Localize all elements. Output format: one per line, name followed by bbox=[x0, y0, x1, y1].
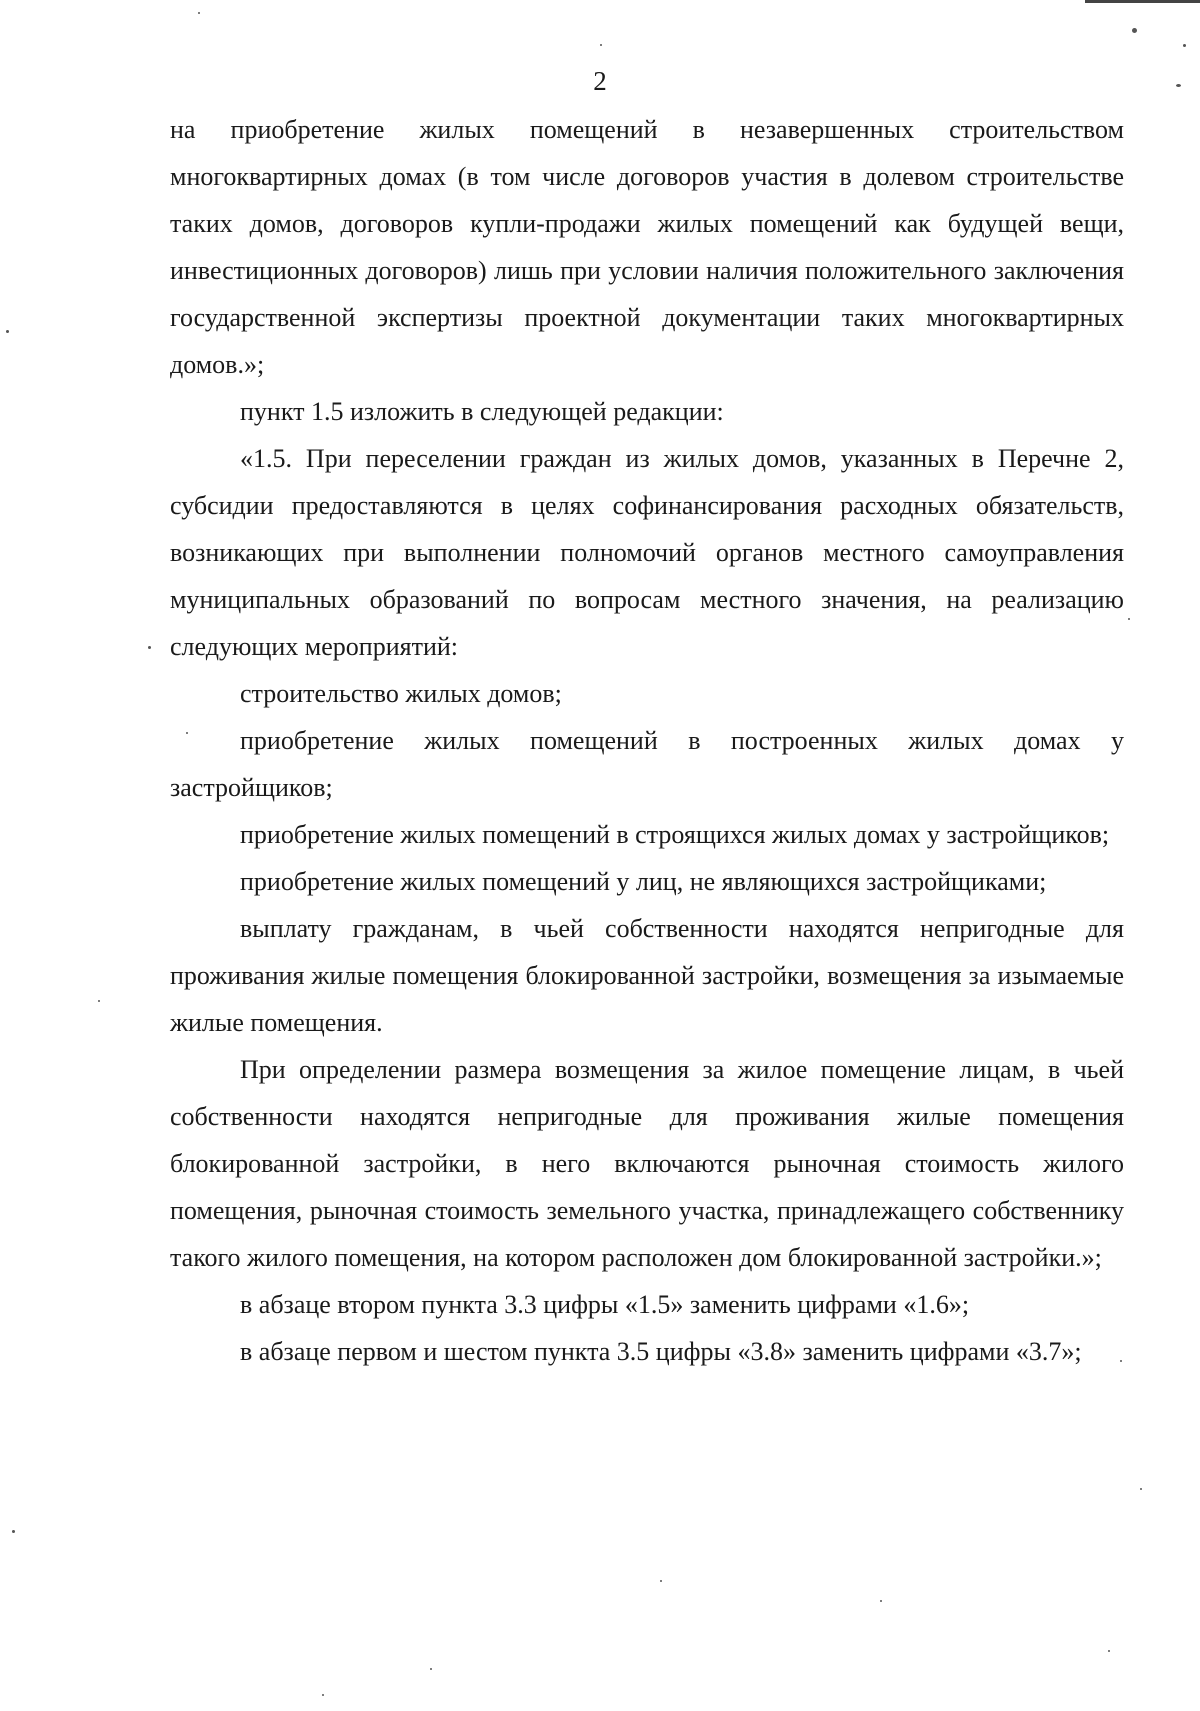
scan-speck bbox=[1132, 28, 1137, 33]
scan-speck bbox=[430, 1668, 432, 1670]
scan-speck bbox=[600, 44, 602, 46]
scan-speck bbox=[98, 1000, 100, 1002]
scan-speck bbox=[1140, 1488, 1142, 1490]
paragraph: При определении размера возмещения за жилое помещение лицам, в чьей собственности находятся непригодные для проживания жилые помещения блокированной застройки, в него включаются рыночная стоимость жилого помещения, рыночная стоимость земельного участка, принадлежащего собственнику такого жилого помещения, на котором расположен дом блокированной застройки.»; bbox=[170, 1055, 1124, 1272]
scan-speck bbox=[1120, 1360, 1122, 1362]
scan-speck bbox=[1128, 618, 1130, 620]
scan-speck bbox=[198, 12, 200, 14]
scan-edge-mark bbox=[1085, 0, 1200, 3]
document-body bbox=[170, 106, 1124, 1375]
paragraph: приобретение жилых помещений у лиц, не являющихся застройщиками; bbox=[240, 867, 1047, 896]
scan-speck bbox=[1176, 84, 1181, 87]
scan-speck bbox=[6, 330, 9, 333]
scan-speck bbox=[660, 1580, 662, 1582]
paragraph: на приобретение жилых помещений в незавершенных строительством многоквартирных домах (в том числе договоров участия в долевом строительстве таких домов, договоров купли-продажи жилых помещений как будущей вещи, инвестиционных договоров) лишь при условии наличия положительного заключения государственной экспертизы проектной документации таких многоквартирных домов.»; bbox=[170, 115, 1124, 379]
paragraph: «1.5. При переселении граждан из жилых домов, указанных в Перечне 2, субсидии предоставляются в целях софинансирования расходных обязательств, возникающих при выполнении полномочий органов местного самоуправления муниципальных образований по вопросам местного значения, на реализацию следующих мероприятий: bbox=[170, 444, 1124, 661]
paragraph: приобретение жилых помещений в строящихся жилых домах у застройщиков; bbox=[240, 820, 1110, 849]
page-number: 2 bbox=[593, 66, 607, 96]
scan-speck bbox=[1183, 44, 1186, 47]
paragraph: в абзаце втором пункта 3.3 цифры «1.5» заменить цифрами «1.6»; bbox=[240, 1290, 970, 1319]
scan-speck bbox=[1108, 1650, 1110, 1652]
paragraph: выплату гражданам, в чьей собственности находятся непригодные для проживания жилые помещения блокированной застройки, возмещения за изымаемые жилые помещения. bbox=[170, 914, 1124, 1037]
paragraph: строительство жилых домов; bbox=[240, 679, 562, 708]
paragraph: пункт 1.5 изложить в следующей редакции: bbox=[240, 397, 724, 426]
paragraph: приобретение жилых помещений в построенных жилых домах у застройщиков; bbox=[170, 726, 1124, 802]
scan-speck bbox=[12, 1530, 15, 1533]
paragraph: в абзаце первом и шестом пункта 3.5 цифры «3.8» заменить цифрами «3.7»; bbox=[240, 1337, 1082, 1366]
scan-speck bbox=[322, 1694, 324, 1696]
scan-speck bbox=[148, 646, 151, 649]
scan-speck bbox=[880, 1600, 882, 1602]
scan-speck bbox=[186, 732, 188, 734]
